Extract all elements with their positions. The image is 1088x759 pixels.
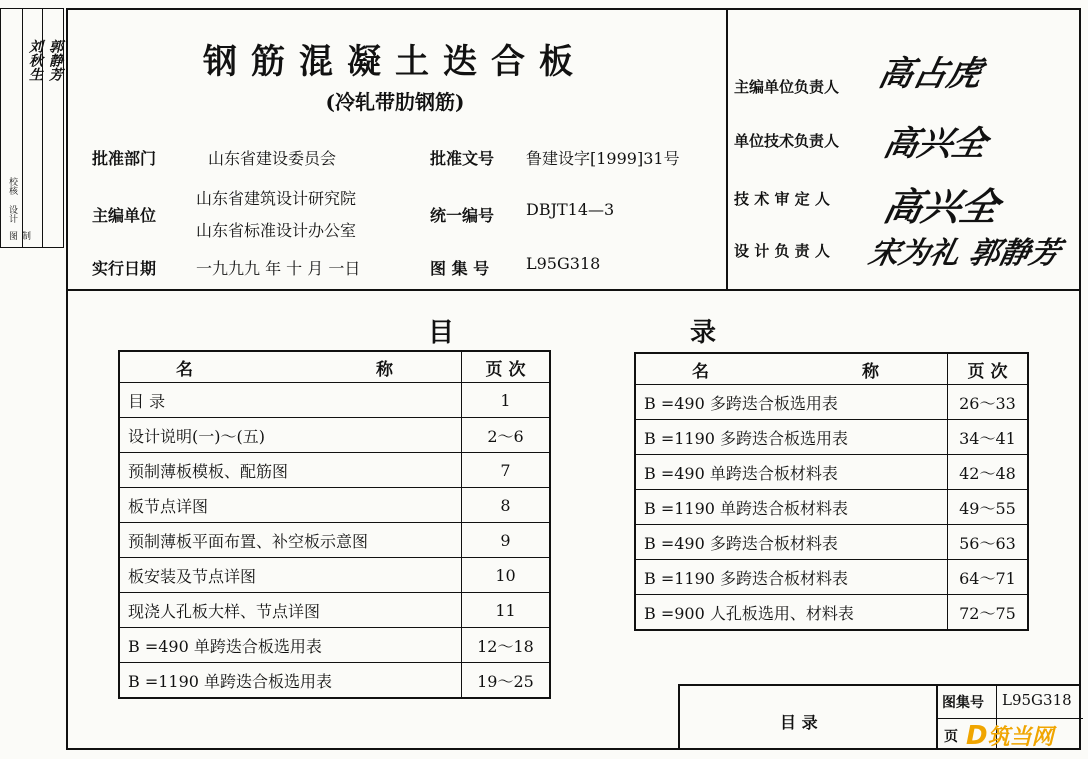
toc-header-row: [119, 351, 550, 383]
table-row: [119, 593, 550, 628]
editor-unit-head-label: 主编单位负责人: [734, 78, 840, 96]
toc-col-page: 页 次: [462, 351, 551, 383]
editor-unit-value-2: 山东省标准设计办公室: [196, 221, 357, 240]
table-row: [635, 595, 1028, 631]
approval-dept-label: 批准部门: [92, 149, 157, 168]
toc-entry-page: 8: [462, 488, 551, 523]
table-row: [635, 525, 1028, 560]
table-row: [119, 628, 550, 663]
toc-header-row: [635, 353, 1028, 385]
side-label-draw: 制图: [7, 231, 30, 240]
toc-entry-name: B =1190 单跨迭合板选用表: [119, 663, 462, 699]
table-row: [119, 558, 550, 593]
toc-entry-name: B =490 单跨迭合板材料表: [635, 455, 948, 490]
side-label-design: 设计: [7, 205, 17, 223]
toc-entry-page: 1: [462, 383, 551, 418]
table-row: [635, 560, 1028, 595]
toc-table-right: [634, 352, 1029, 631]
atlas-no-label: 图 集 号: [430, 259, 490, 278]
toc-entry-name: 现浇人孔板大样、节点详图: [119, 593, 462, 628]
toc-entry-name: B =1190 单跨迭合板材料表: [635, 490, 948, 525]
table-row: [119, 383, 550, 418]
toc-entry-page: 72～75: [948, 595, 1029, 631]
toc-entry-page: 34～41: [948, 420, 1029, 455]
toc-col-page: 页 次: [948, 353, 1029, 385]
table-row: [635, 420, 1028, 455]
header-signature-divider: [726, 8, 728, 290]
toc-entry-name: B =490 多跨迭合板选用表: [635, 385, 948, 420]
table-row: [119, 453, 550, 488]
toc-entry-page: 9: [462, 523, 551, 558]
table-row: [119, 663, 550, 699]
toc-entry-name: B =1190 多跨迭合板材料表: [635, 560, 948, 595]
toc-title-left: 目: [428, 318, 455, 348]
design-head-label: 设 计 负 责 人: [734, 242, 830, 260]
editor-unit-value-1: 山东省建筑设计研究院: [196, 189, 357, 208]
title-block-atlas-value: L95G318: [1002, 691, 1072, 709]
page-title: 钢筋混凝土迭合板: [203, 42, 587, 82]
toc-table-left: [118, 350, 551, 699]
tech-head-signature: 高兴全: [880, 124, 991, 164]
toc-entry-name: 板安装及节点详图: [119, 558, 462, 593]
tech-reviewer-signature: 高兴全: [879, 184, 1004, 229]
effective-date-value: 一九九九 年 十 月 一日: [196, 259, 361, 278]
approval-doc-label: 批准文号: [430, 149, 495, 168]
tech-reviewer-label: 技 术 审 定 人: [734, 190, 830, 208]
table-row: [119, 523, 550, 558]
watermark-text: 筑当网: [987, 725, 1054, 750]
toc-col-name: 名 称: [635, 353, 948, 385]
atlas-no-value: L95G318: [526, 254, 601, 273]
title-block-atlas-label: 图集号: [942, 695, 984, 711]
tech-head-label: 单位技术负责人: [734, 132, 840, 150]
toc-entry-name: B =490 单跨迭合板选用表: [119, 628, 462, 663]
header-divider: [66, 289, 1081, 291]
toc-entry-name: 预制薄板平面布置、补空板示意图: [119, 523, 462, 558]
page-subtitle: (冷轧带肋钢筋): [325, 90, 465, 114]
toc-col-name: 名 称: [119, 351, 462, 383]
toc-entry-page: 42～48: [948, 455, 1029, 490]
table-row: [119, 418, 550, 453]
toc-title-right: 录: [690, 318, 717, 348]
toc-entry-page: 11: [462, 593, 551, 628]
side-strip-labels: [1, 9, 30, 247]
editor-unit-head-signature: 高占虎: [875, 54, 986, 94]
approval-doc-value: 鲁建设字[1999]31号: [526, 149, 680, 168]
toc-entry-page: 49～55: [948, 490, 1029, 525]
effective-date-label: 实行日期: [92, 259, 157, 278]
toc-entry-page: 12～18: [462, 628, 551, 663]
watermark-logo-mark: D: [966, 721, 988, 751]
side-label-check: 校核: [7, 177, 17, 195]
side-name-check: 刘秋生: [27, 39, 43, 81]
toc-entry-name: 目 录: [119, 383, 462, 418]
table-row: [635, 455, 1028, 490]
toc-entry-name: B =900 人孔板选用、材料表: [635, 595, 948, 631]
editor-unit-label: 主编单位: [92, 206, 157, 225]
toc-entry-name: 板节点详图: [119, 488, 462, 523]
side-signature-strip: [0, 8, 64, 248]
toc-entry-page: 2～6: [462, 418, 551, 453]
toc-entry-page: 26～33: [948, 385, 1029, 420]
table-row: [635, 385, 1028, 420]
title-block-page-label: 页: [944, 729, 958, 745]
toc-entry-page: 7: [462, 453, 551, 488]
toc-entry-page: 19～25: [462, 663, 551, 699]
toc-entry-page: 64～71: [948, 560, 1029, 595]
toc-entry-name: B =1190 多跨迭合板选用表: [635, 420, 948, 455]
toc-entry-name: 预制薄板模板、配筋图: [119, 453, 462, 488]
table-row: [635, 490, 1028, 525]
approval-dept-value: 山东省建设委员会: [208, 149, 337, 168]
toc-entry-page: 10: [462, 558, 551, 593]
title-block-name: 目 录: [780, 713, 818, 732]
toc-entry-name: 设计说明(一)～(五): [119, 418, 462, 453]
toc-entry-name: B =490 多跨迭合板材料表: [635, 525, 948, 560]
unified-no-label: 统一编号: [430, 206, 495, 225]
table-row: [119, 488, 550, 523]
unified-no-value: DBJT14—3: [526, 200, 615, 219]
side-name-design: 郭静芳: [47, 39, 63, 81]
design-head-signature: 宋为礼 郭静芳: [865, 236, 1064, 271]
toc-entry-page: 56～63: [948, 525, 1029, 560]
watermark-logo: [966, 720, 1054, 751]
